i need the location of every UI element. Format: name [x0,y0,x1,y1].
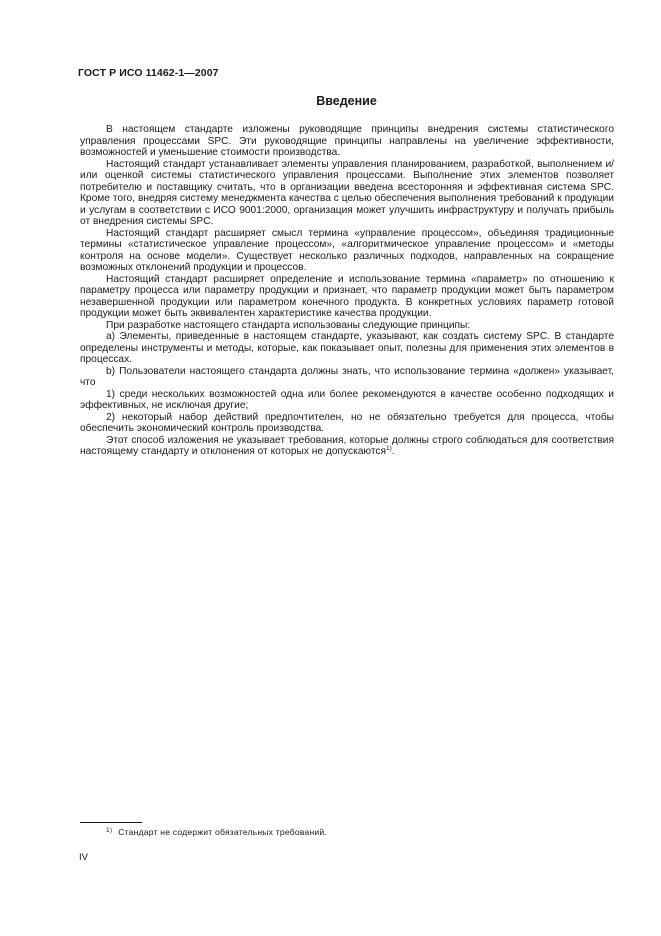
footnote-divider [80,822,142,823]
paragraph: Настоящий стандарт устанавливает элементы управления планированием, разработкой, выполнением и/или оценкой системы статистического управления процессами. Выполнение этих элементов позволяет потребителю и поставщику считать, что в организации введена всесторонняя и эффективная система SPC. Кроме того, внедряя систему менеджмента качества с целью обеспечения выполнения требований к продукции и услугам в соответствии с ИСО 9001:2000, организация может улучшить инфраструктуру и получать прибыль от внедрения системы SPC. [80,158,614,227]
list-item-b: b) Пользователи настоящего стандарта должны знать, что использование термина «должен» указывает, что [80,365,614,388]
section-title [0,94,661,108]
paragraph: При разработке настоящего стандарта использованы следующие принципы: [106,319,471,331]
list-item-1: 1) среди нескольких возможностей одна или более рекомендуются в качестве особенно подходящих и эффективных, не исключая другие; [80,388,614,411]
paragraph: В настоящем стандарте изложены руководящие принципы внедрения системы статистического управления процессами SPC. Эти руководящие принципы направлены на увеличение эффективности, возможностей и уменьшение стоимости производства. [80,124,614,158]
document-body [80,124,614,458]
paragraph: Настоящий стандарт расширяет определение и использование термина «параметр» по отношению к параметру процесса или параметру продукции и признает, что параметр продукции может быть параметром незавершенной продукции или параметром конечного продукта. В конкретных условиях параметр готовой продукции может быть эквивалентен характеристике качества продукции. [80,273,614,319]
paragraph: Настоящий стандарт расширяет смысл термина «управление процессом», объединяя традиционные термины «статистическое управление процессом», «алгоритмическое управление процессом» и «методы контроля на основе модели». Существует несколько различных подходов, направленных на сокращение возможных отклонений продукции и процессов. [80,227,614,273]
footnote [106,827,327,837]
paragraph-with-footnote: Этот способ изложения не указывает требования, которые должны строго соблюдаться для соответствия настоящему стандарту и отклонения от которых не допускаются$^{1)}$. [80,434,614,457]
footnote-text: Стандарт не содержит обязательных требований. [118,827,328,837]
section-title-text: Введение [316,94,377,108]
page-number: IV [79,852,88,863]
footnote-mark: 1) [106,827,113,834]
list-item-a: a) Элементы, приведенные в настоящем стандарте, указывают, как создать систему SPC. В стандарте определены инструменты и методы, которые, как показывает опыт, полезны для применения этих элементов в процессах. [80,331,614,365]
paragraph-text: Этот способ изложения не указывает требования, которые должны строго соблюдаться для соответствия настоящему стандарту и отклонения от которых не допускаются [80,434,614,457]
document-header-id: ГОСТ Р ИСО 11462-1—2007 [78,67,219,79]
list-item-2: 2) некоторый набор действий предпочтителен, но не обязательно требуется для процесса, чтобы обеспечить экономический контроль производства. [80,411,614,434]
footnote-reference[interactable]: 1) [386,445,392,452]
